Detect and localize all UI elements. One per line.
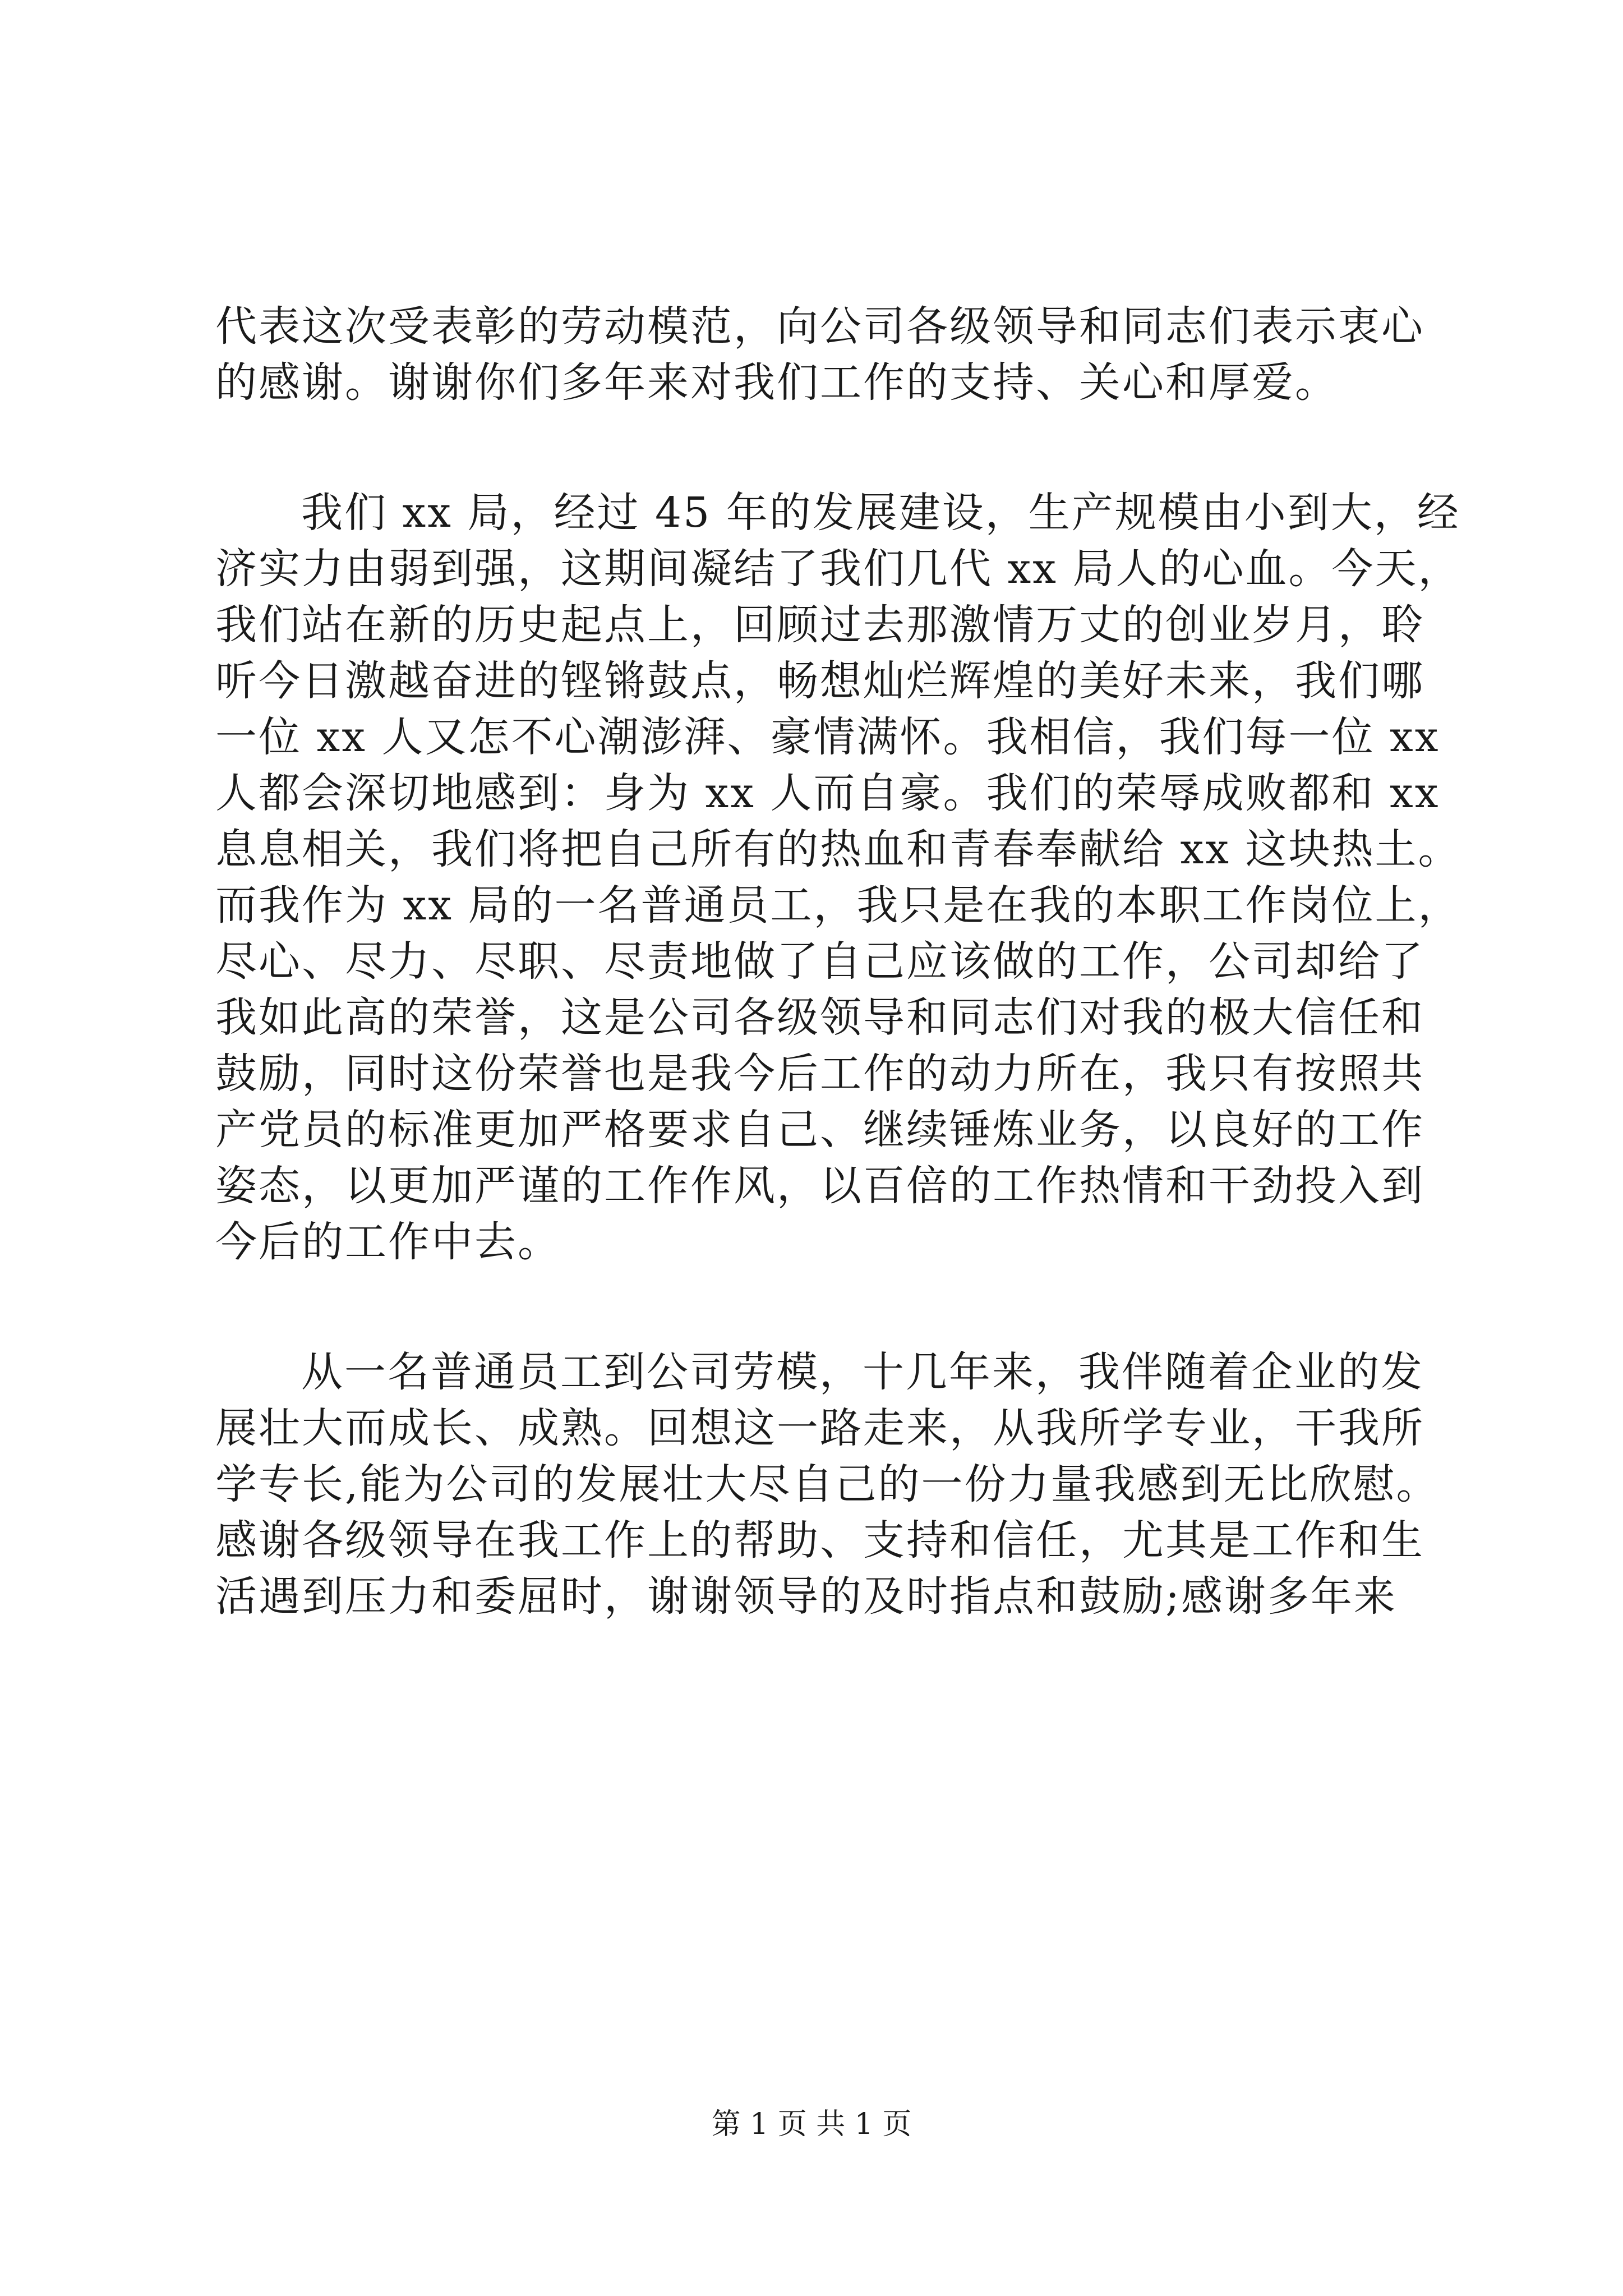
text-line-21: 活遇到压力和委屈时，谢谢领导的及时指点和鼓励;感谢多年来 — [215, 1572, 1397, 1621]
text-line-19: 学专长,能为公司的发展壮大尽自己的一份力量我感到无比欣慰。 — [215, 1460, 1440, 1508]
text-line-12: 我如此高的荣誉，这是公司各级领导和同志们对我的极大信任和 — [215, 993, 1424, 1042]
text-line-4: 济实力由弱到强，这期间凝结了我们几代 xx 局人的心血。今天， — [215, 545, 1461, 593]
text-line-14: 产党员的标准更加严格要求自己、继续锤炼业务，以良好的工作 — [215, 1106, 1424, 1154]
text-line-20: 感谢各级领导在我工作上的帮助、支持和信任，尤其是工作和生 — [215, 1516, 1424, 1565]
text-line-1: 代表这次受表彰的劳动模范，向公司各级领导和同志们表示衷心 — [215, 302, 1424, 351]
text-line-11: 尽心、尽力、尽职、尽责地做了自己应该做的工作，公司却给了 — [215, 937, 1424, 986]
text-line-16: 今后的工作中去。 — [215, 1218, 561, 1266]
page-number-footer: 第 1 页 共 1 页 — [711, 2108, 912, 2141]
text-line-9: 息息相关，我们将把自己所有的热血和青春奉献给 xx 这块热土。 — [215, 825, 1461, 873]
text-line-5: 我们站在新的历史起点上，回顾过去那激情万丈的创业岁月，聆 — [215, 601, 1424, 649]
text-line-2: 的感谢。谢谢你们多年来对我们工作的支持、关心和厚爱。 — [215, 358, 1338, 407]
text-line-3: 我们 xx 局，经过 45 年的发展建设，生产规模由小到大，经 — [301, 489, 1460, 537]
text-line-10: 而我作为 xx 局的一名普通员工，我只是在我的本职工作岗位上， — [215, 881, 1461, 930]
text-line-13: 鼓励，同时这份荣誉也是我今后工作的动力所在，我只有按照共 — [215, 1050, 1424, 1098]
text-line-17: 从一名普通员工到公司劳模，十几年来，我伴随着企业的发 — [301, 1348, 1424, 1396]
text-line-18: 展壮大而成长、成熟。回想这一路走来，从我所学专业，干我所 — [215, 1404, 1424, 1452]
text-line-6: 听今日激越奋进的铿锵鼓点，畅想灿烂辉煌的美好未来，我们哪 — [215, 657, 1424, 705]
text-line-15: 姿态，以更加严谨的工作作风，以百倍的工作热情和干劲投入到 — [215, 1162, 1424, 1210]
text-line-8: 人都会深切地感到：身为 xx 人而自豪。我们的荣辱成败都和 xx — [215, 769, 1440, 817]
text-line-7: 一位 xx 人又怎不心潮澎湃、豪情满怀。我相信，我们每一位 xx — [215, 713, 1440, 761]
